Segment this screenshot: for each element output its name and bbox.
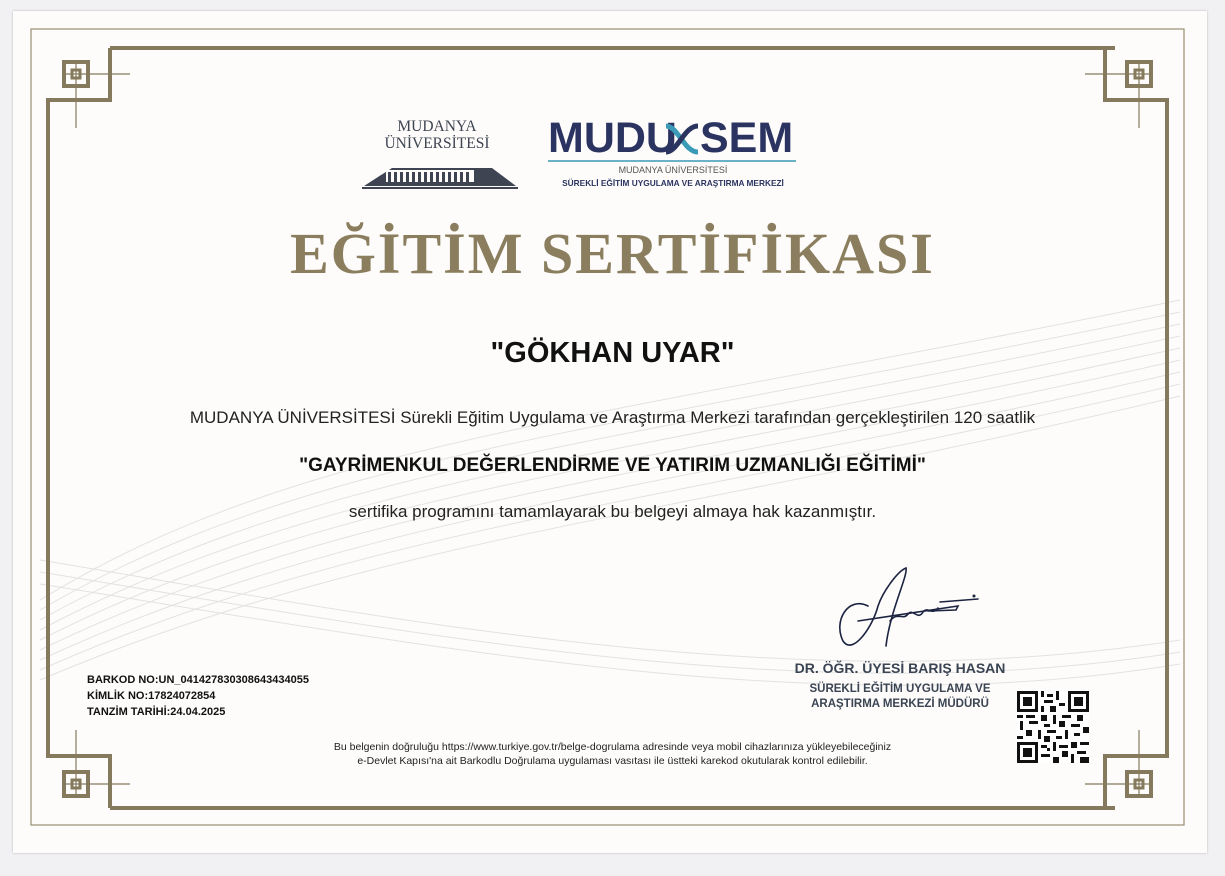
recipient-name: "GÖKHAN UYAR" <box>490 337 735 369</box>
svg-text:MUDU: MUDU <box>548 114 677 162</box>
signer-role-line-1: SÜREKLİ EĞİTİM UYGULAMA VE <box>809 683 991 695</box>
center-logo-subtitle: MUDANYA ÜNİVERSİTESİ <box>618 165 728 175</box>
program-name: "GAYRİMENKUL DEĞERLENDİRME VE YATIRIM UZMANLIĞI EĞİTİMİ" <box>299 455 926 476</box>
verification-note <box>0 740 1225 768</box>
university-logo-text <box>352 118 522 152</box>
signer-role <box>760 682 1040 712</box>
svg-text:SEM: SEM <box>700 114 794 162</box>
center-logo-full-name: SÜREKLİ EĞİTİM UYGULAMA VE ARAŞTIRMA MERKEZİ <box>562 178 784 188</box>
university-logo-line-2: ÜNİVERSİTESİ <box>384 135 490 152</box>
university-logo-line-1: MUDANYA <box>397 118 477 135</box>
issue-date: TANZİM TARİHİ:24.04.2025 <box>87 706 226 718</box>
university-building-icon <box>362 158 518 190</box>
certificate-title: EĞİTİM SERTİFİKASI <box>290 221 935 286</box>
id-number: KİMLİK NO:17824072854 <box>87 690 216 702</box>
signer-name: DR. ÖĞR. ÜYESİ BARIŞ HASAN <box>794 660 1006 676</box>
intro-text: MUDANYA ÜNİVERSİTESİ Sürekli Eğitim Uygulama ve Araştırma Merkezi tarafından gerçekleştirilen 120 saatlik <box>189 408 1036 427</box>
signature <box>828 566 988 656</box>
signer-role-line-2: ARAŞTIRMA MERKEZİ MÜDÜRÜ <box>811 698 989 710</box>
closing-text: sertifika programını tamamlayarak bu belgeyi almaya hak kazanmıştır. <box>348 502 877 521</box>
center-logo-mark <box>548 112 800 164</box>
verification-line-1: Bu belgenin doğruluğu https://www.turkiye.gov.tr/belge-dogrulama adresinde veya mobil cihazlarınıza yükleyebileceğiniz <box>333 741 892 753</box>
barcode-number: BARKOD NO:UN_041427830308643434055 <box>87 674 309 686</box>
verification-line-2: e-Devlet Kapısı'na ait Barkodlu Doğrulama uygulaması vasıtası ile üstteki karekod okutularak kontrol edilebilir. <box>357 755 868 767</box>
